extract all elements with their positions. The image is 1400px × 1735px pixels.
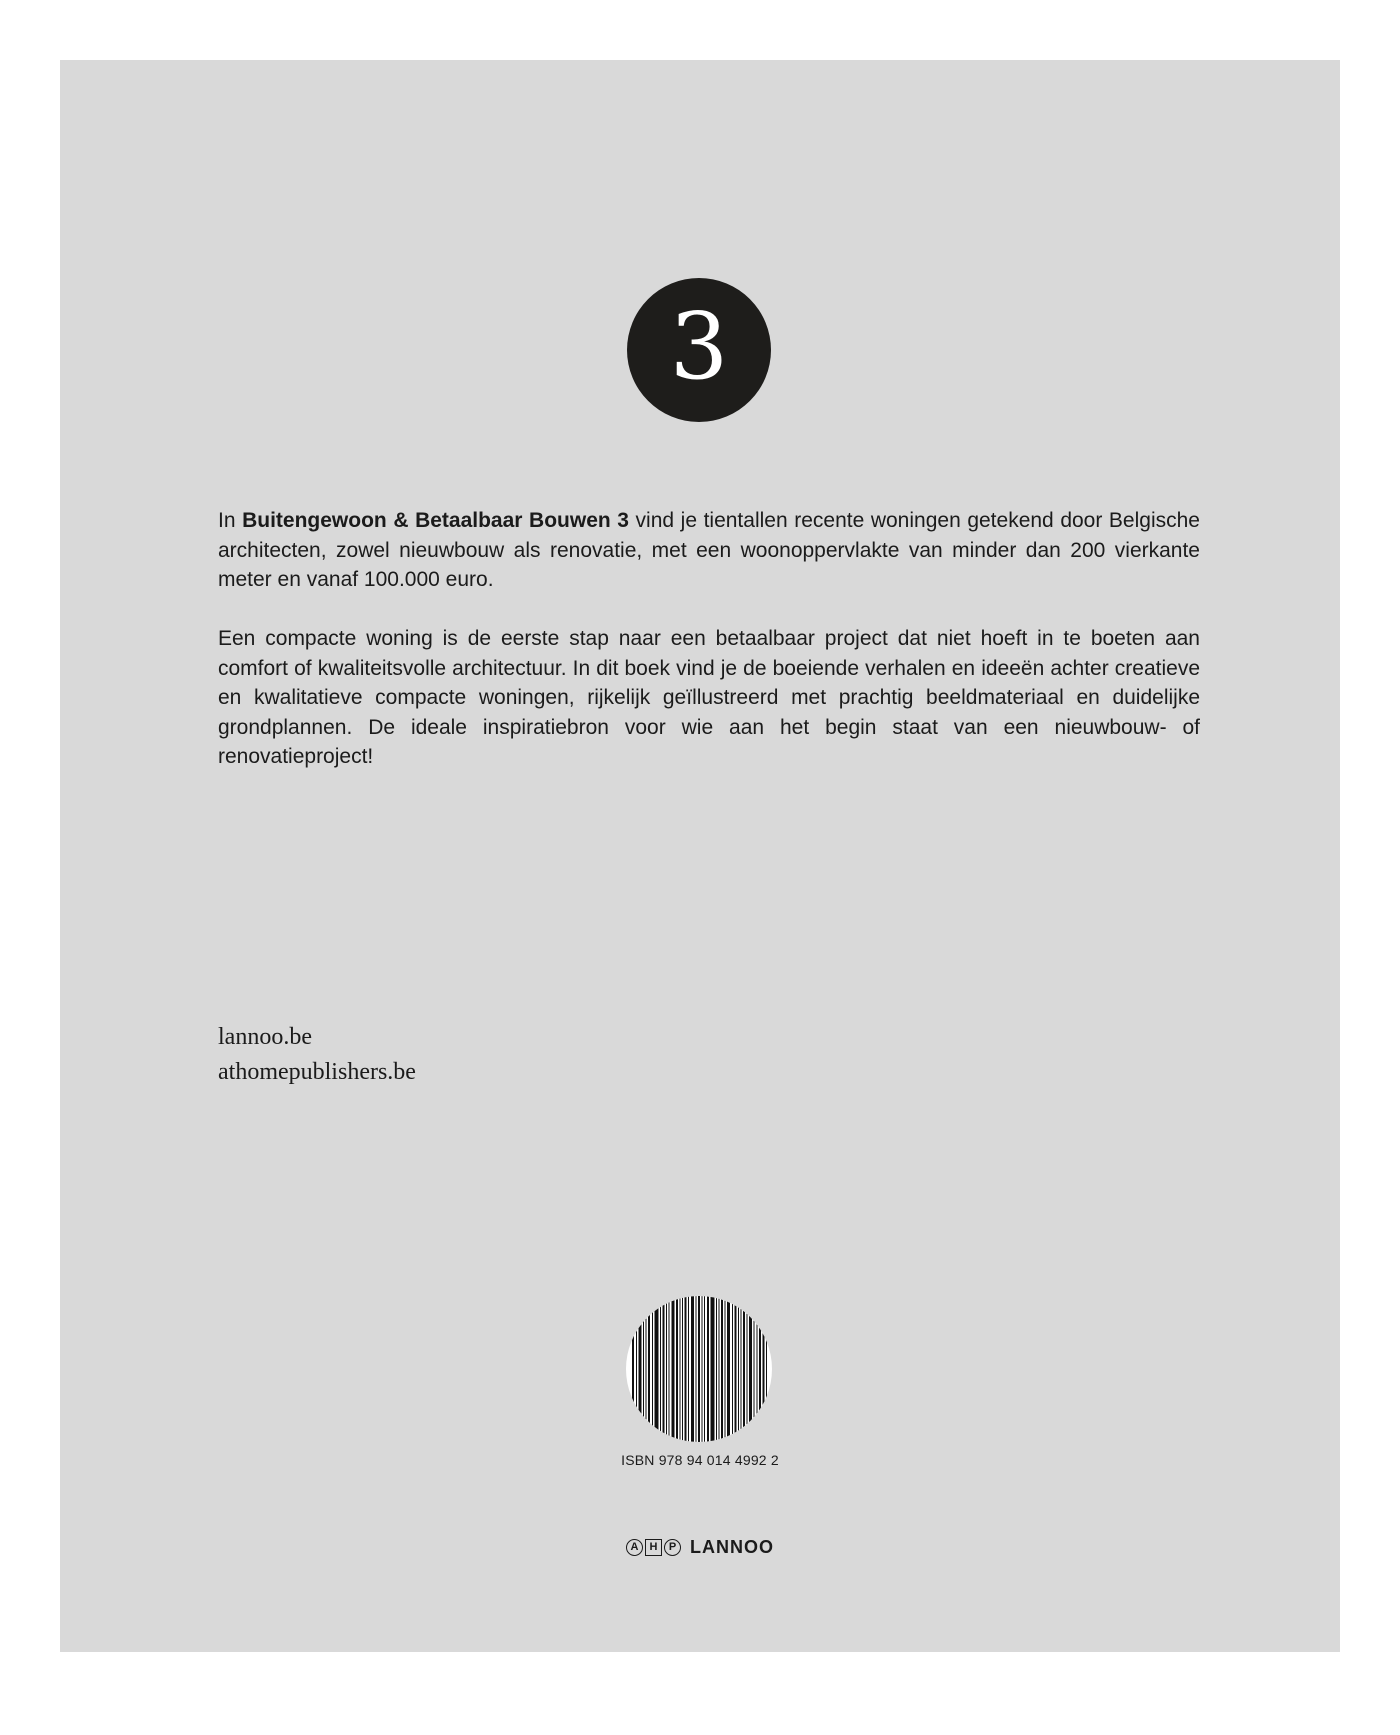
barcode-stripe bbox=[754, 1296, 755, 1442]
barcode-stripe bbox=[735, 1296, 737, 1442]
barcode-stripe bbox=[747, 1296, 748, 1442]
barcode-stripe bbox=[741, 1296, 742, 1442]
barcode-stripe bbox=[725, 1296, 726, 1442]
barcode-stripe bbox=[685, 1296, 687, 1442]
athome-publishers-logo bbox=[626, 1539, 681, 1556]
barcode-stripe bbox=[716, 1296, 717, 1442]
barcode-stripe bbox=[652, 1296, 653, 1442]
logo-letter-p: P bbox=[664, 1539, 681, 1556]
barcode-stripe bbox=[759, 1296, 761, 1442]
volume-number: 3 bbox=[669, 293, 729, 400]
isbn-number: ISBN 978 94 014 4992 2 bbox=[621, 1452, 779, 1468]
barcode-stripe bbox=[702, 1296, 703, 1442]
barcode-stripe bbox=[691, 1296, 694, 1442]
barcode-stripe bbox=[688, 1296, 689, 1442]
barcode-stripe bbox=[669, 1296, 670, 1442]
barcode-stripe bbox=[646, 1296, 647, 1442]
barcode-stripe bbox=[727, 1296, 730, 1442]
barcode-stripe bbox=[666, 1296, 667, 1442]
barcode-stripe bbox=[707, 1296, 709, 1442]
barcode-stripe bbox=[660, 1296, 661, 1442]
book-title: Buitengewoon & Betaalbaar Bouwen 3 bbox=[242, 509, 629, 532]
volume-number-badge bbox=[627, 278, 771, 422]
barcode-stripe bbox=[738, 1296, 739, 1442]
barcode-stripe bbox=[704, 1296, 705, 1442]
barcode-stripe bbox=[749, 1296, 752, 1442]
barcode-stripe bbox=[719, 1296, 720, 1442]
barcode-stripe bbox=[632, 1296, 634, 1442]
barcode-icon bbox=[626, 1296, 772, 1442]
barcode-stripe bbox=[743, 1296, 745, 1442]
link-athomepublishers[interactable]: athomepublishers.be bbox=[218, 1059, 416, 1085]
barcode-stripe bbox=[648, 1296, 650, 1442]
barcode-stripe bbox=[698, 1296, 700, 1442]
barcode bbox=[626, 1296, 772, 1442]
description-paragraph-1: In Buitengewoon & Betaalbaar Bouwen 3 vind je tientallen recente woningen getekend door Belgische architecten, zowel nieuwbouw als renovatie, met een woonoppervlakte van minder dan 200 vierkante meter en vanaf 100.000 euro. bbox=[218, 509, 1200, 591]
barcode-stripe bbox=[655, 1296, 659, 1442]
logo-letter-a: A bbox=[626, 1539, 643, 1556]
barcode-stripe bbox=[672, 1296, 675, 1442]
link-lannoo[interactable]: lannoo.be bbox=[218, 1024, 312, 1050]
back-cover bbox=[60, 60, 1340, 1652]
barcode-stripe bbox=[643, 1296, 644, 1442]
barcode-stripe bbox=[721, 1296, 723, 1442]
book-description bbox=[218, 506, 1200, 801]
publisher-mark bbox=[60, 1537, 1340, 1558]
barcode-stripe bbox=[676, 1296, 678, 1442]
barcode-stripe bbox=[639, 1296, 642, 1442]
barcode-stripe bbox=[711, 1296, 715, 1442]
barcode-stripe bbox=[663, 1296, 665, 1442]
barcode-stripe bbox=[636, 1296, 637, 1442]
barcode-stripe bbox=[757, 1296, 758, 1442]
logo-letter-h: H bbox=[645, 1539, 662, 1556]
barcode-stripe bbox=[682, 1296, 683, 1442]
barcode-stripe bbox=[732, 1296, 733, 1442]
barcode-stripe bbox=[763, 1296, 765, 1442]
description-paragraph-2: Een compacte woning is de eerste stap naar een betaalbaar project dat niet hoeft in te boeten aan comfort of kwaliteitsvolle architectuur. In dit boek vind je de boeiende verhalen en ideeën achter creatieve en kwalitatieve compacte woningen, rijkelijk geïllustreerd met prachtig beeldmateriaal en duidelijke grondplannen. De ideale inspiratiebron voor wie aan het begin staat van een nieuwbouw- of renovatieproject! bbox=[218, 627, 1200, 768]
publisher-links bbox=[218, 1020, 416, 1090]
barcode-stripe bbox=[766, 1296, 767, 1442]
barcode-stripe bbox=[680, 1296, 681, 1442]
barcode-stripe bbox=[696, 1296, 697, 1442]
publisher-name: LANNOO bbox=[690, 1537, 774, 1557]
